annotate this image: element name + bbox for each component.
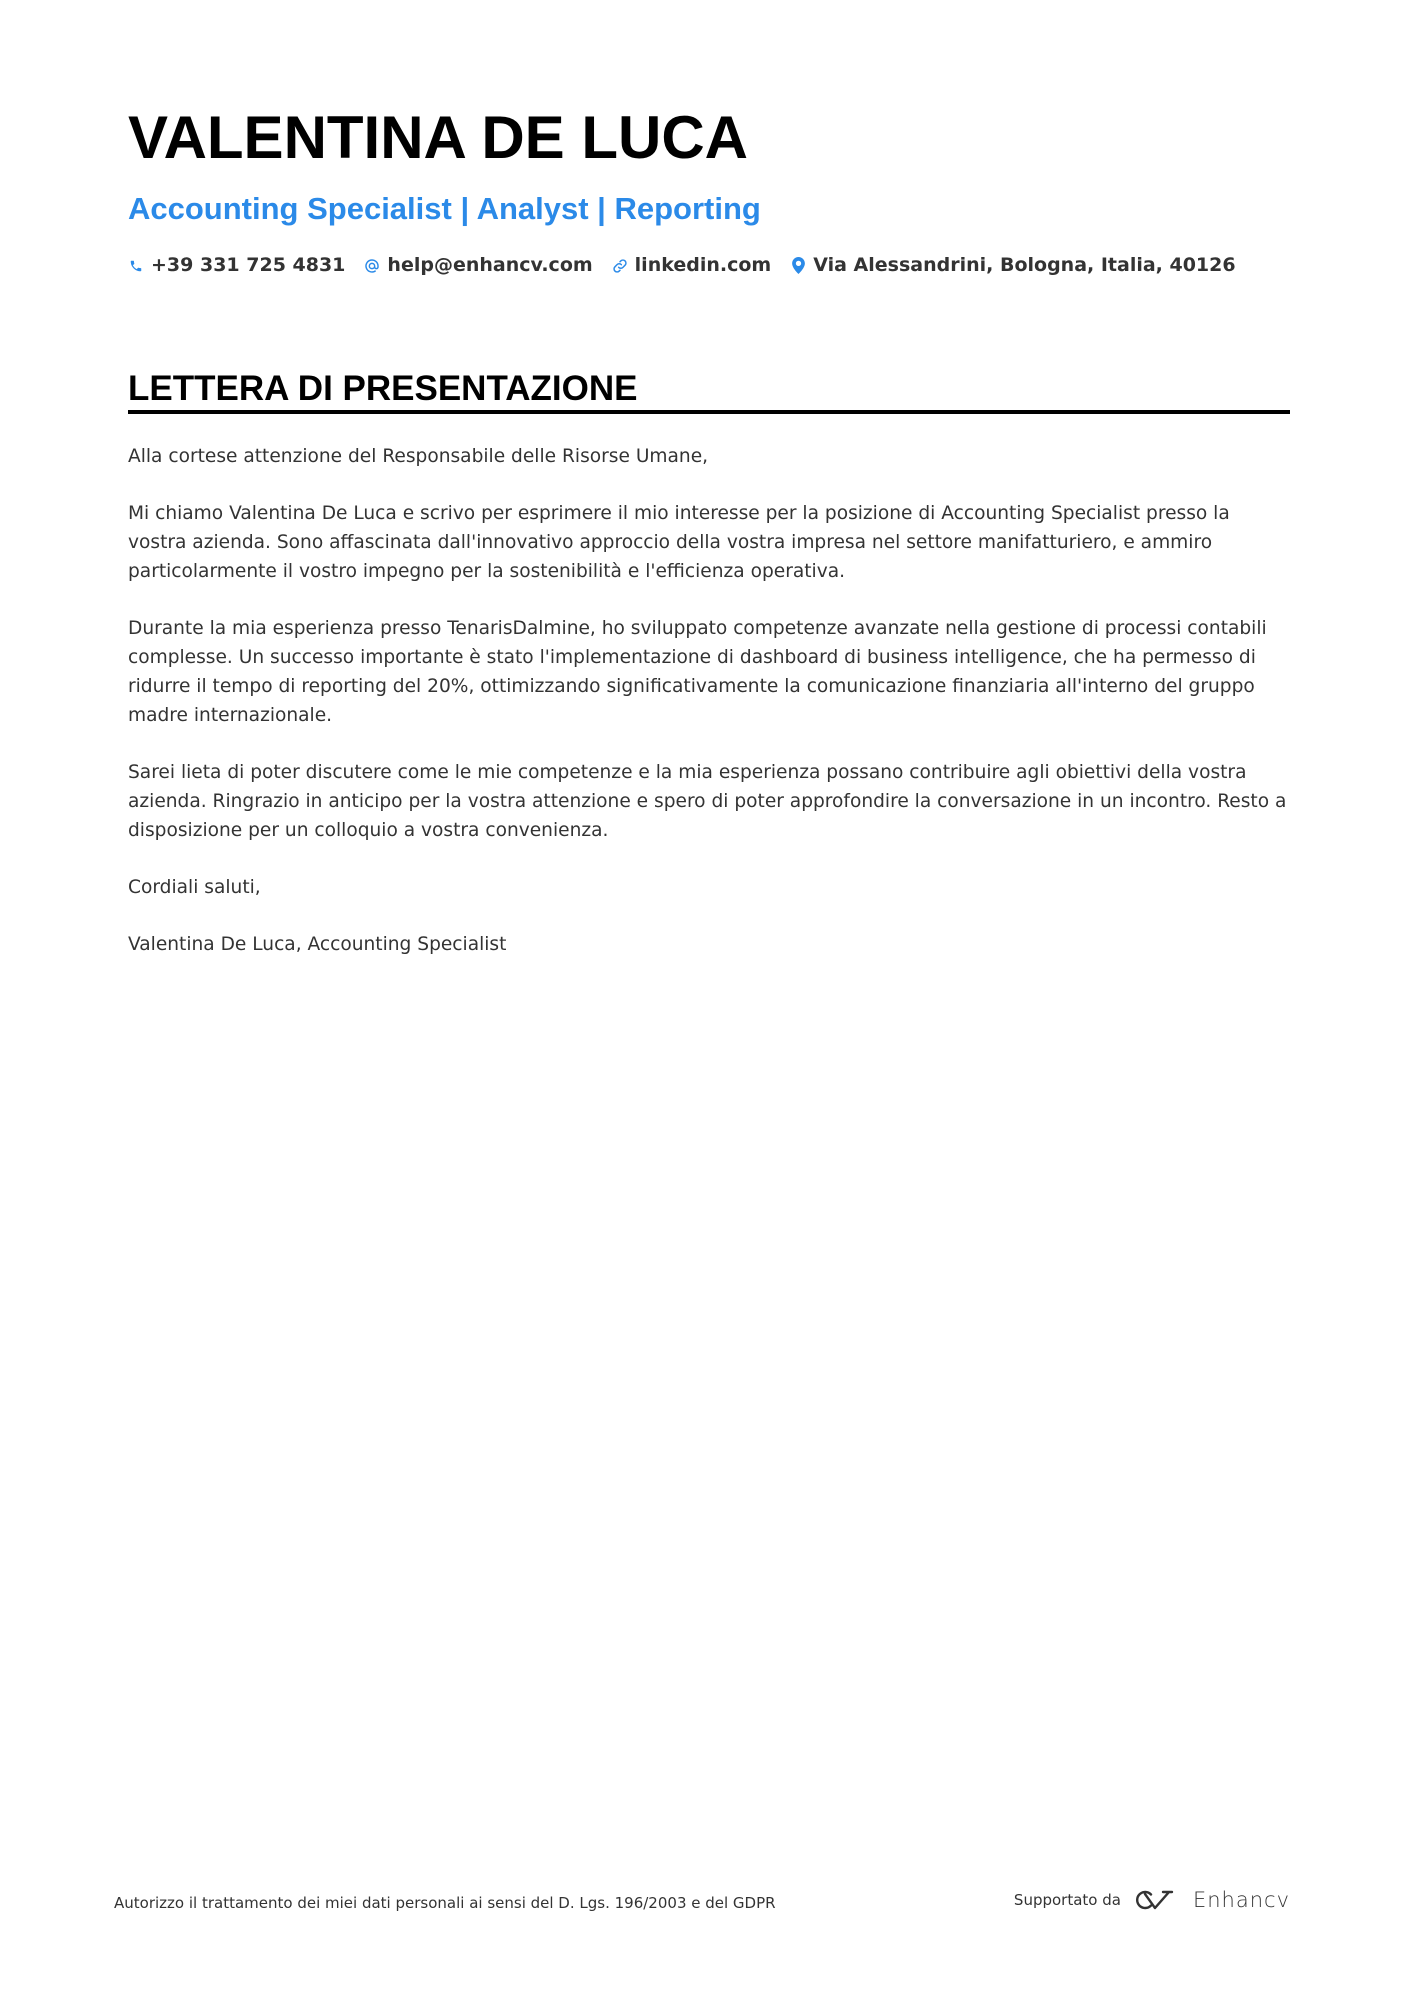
section-title: LETTERA DI PRESENTAZIONE — [128, 369, 638, 408]
contact-address-text: Via Alessandrini, Bologna, Italia, 40126 — [813, 254, 1236, 276]
section-divider — [128, 410, 1290, 414]
contact-email-text: help@enhancv.com — [387, 254, 593, 276]
letter-signature: Valentina De Luca, Accounting Specialist — [128, 934, 507, 955]
powered-by[interactable] — [1014, 1888, 1290, 1912]
job-title: Accounting Specialist | Analyst | Reporting — [128, 191, 761, 226]
at-icon — [364, 257, 380, 275]
consent-note: Autorizzo il trattamento dei miei dati personali ai sensi del D. Lgs. 196/2003 e del GDPR — [114, 1894, 776, 1912]
contact-linkedin-text: linkedin.com — [634, 254, 772, 276]
letter-paragraph: Mi chiamo Valentina De Luca e scrivo per esprimere il mio interesse per la posizione di Accounting Specialist presso la vostra azienda. Sono affascinata dall'innovativo approccio della vostra impresa nel settore manifatturiero, e ammiro particolarmente il vostro impegno per la sostenibilità e l'efficienza operativa. — [128, 503, 1230, 582]
map-pin-icon — [790, 257, 806, 275]
letter-salutation: Alla cortese attenzione del Responsabile delle Risorse Umane, — [128, 446, 709, 467]
letter-paragraph: Sarei lieta di poter discutere come le mie competenze e la mia esperienza possano contribuire agli obiettivi della vostra azienda. Ringrazio in anticipo per la vostra attenzione e spero di poter approfondire la conversazione in un incontro. Resto a disposizione per un colloquio a vostra convenienza. — [128, 762, 1287, 841]
contact-info — [128, 256, 1255, 275]
contact-phone[interactable] — [128, 256, 345, 275]
contact-phone-text: +39 331 725 4831 — [151, 254, 346, 276]
letter-body — [128, 442, 1290, 987]
supported-by-label: Supportato da — [1013, 1891, 1121, 1909]
link-icon — [612, 257, 628, 275]
contact-linkedin[interactable] — [612, 256, 772, 275]
phone-icon — [128, 257, 144, 275]
letter-closing: Cordiali saluti, — [128, 877, 261, 898]
applicant-name: VALENTINA DE LUCA — [128, 104, 748, 171]
letter-paragraph: Durante la mia esperienza presso TenarisDalmine, ho sviluppato competenze avanzate nella gestione di processi contabili complesse. Un successo importante è stato l'implementazione di dashboard di business intelligence, che ha permesso di ridurre il tempo di reporting del 20%, ottimizzando significativamente la comunicazione finanziaria all'interno del gruppo madre internazionale. — [128, 618, 1267, 726]
contact-address — [790, 256, 1235, 275]
enhancv-logo-icon — [1133, 1888, 1179, 1912]
enhancv-brand: Enhancv — [1192, 1888, 1290, 1912]
contact-email[interactable] — [364, 256, 592, 275]
